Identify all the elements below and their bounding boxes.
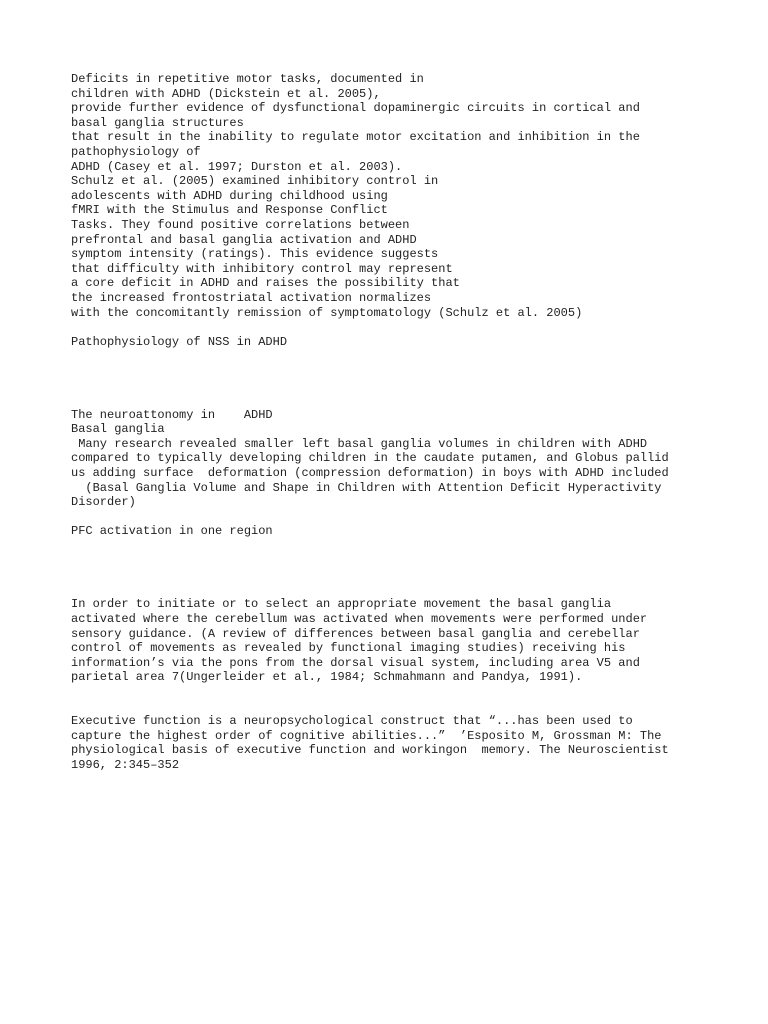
document-body-text: Deficits in repetitive motor tasks, documented in children with ADHD (Dickstein et al. 2005), provide further evidence of dysfunctional dopaminergic circuits in cortical and basal ganglia structures that result in the inability to regulate motor excitation and inhibition in the pathophysiology of ADHD (Casey et al. 1997; Durston et al. 2003). Schulz et al. (2005) examined inhibitory control in adolescents with ADHD during childhood using fMRI with the Stimulus and Response Conflict Tasks. They found positive correlations between prefrontal and basal ganglia activation and ADHD symptom intensity (ratings). This evidence suggests that difficulty with inhibitory control may represent a core deficit in ADHD and raises the possibility that the increased frontostriatal activation normalizes with the concomitantly remission of symptomatology (Schulz et al. 2005) Pathophysiology of NSS in ADHD The neuroattonomy in ADHD Basal ganglia Many research revealed smaller left basal ganglia volumes in children with ADHD compared to typically developing children in the caudate putamen, and Globus pallid us adding surface deformation (compression deformation) in boys with ADHD included (Basal Ganglia Volume and Shape in Children with Attention Deficit Hyperactivity Disorder) PFC activation in one region In order to initiate or to select an appropriate movement the basal ganglia activated where the cerebellum was activated when movements were performed under sensory guidance. (A review of differences between basal ganglia and cerebellar control of movements as revealed by functional imaging studies) receiving his information’s via the pons from the dorsal visual system, including area V5 and parietal area 7(Ungerleider et al., 1984; Schmahmann and Pandya, 1991). Executive function is a neuropsychological construct that “...has been used to capture the highest order of cognitive abilities...” ’Esposito M, Grossman M: The physiological basis of executive function and workingon memory. The Neuroscientist 1996, 2:345–352 [71, 72, 669, 772]
